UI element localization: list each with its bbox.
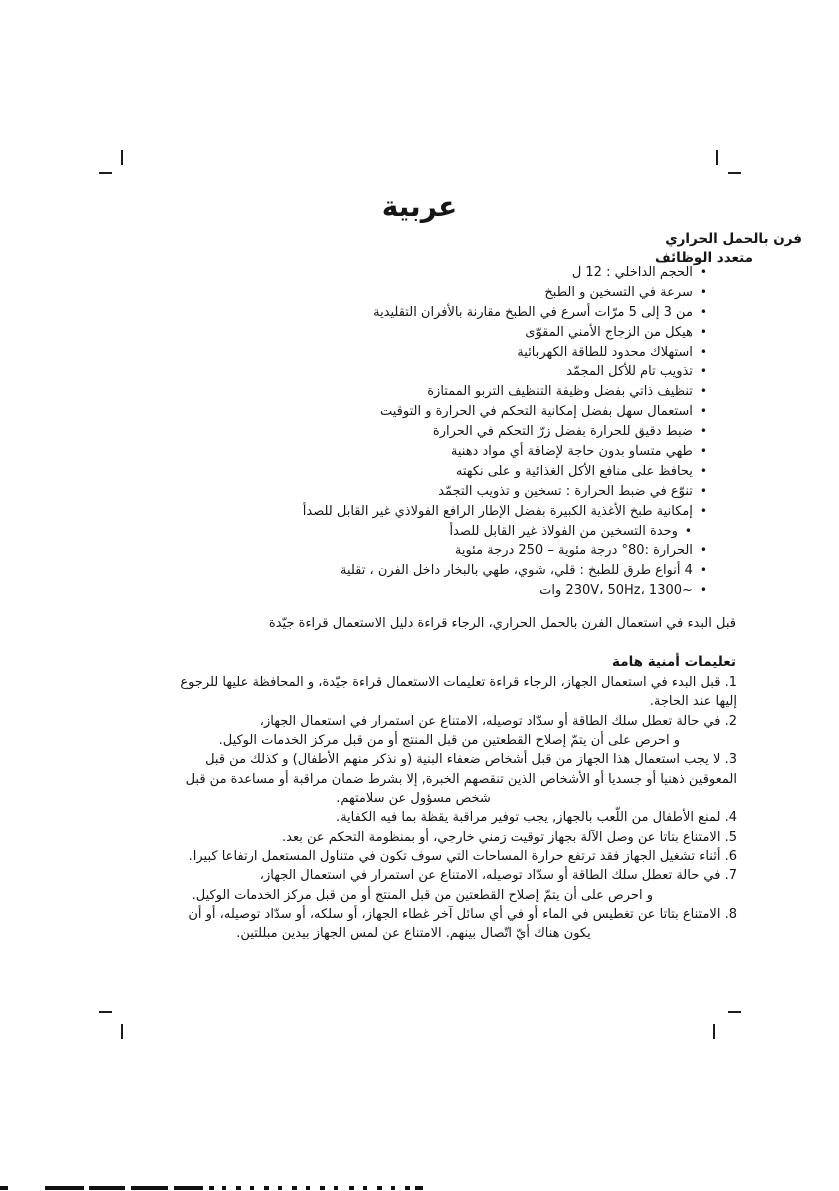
cutoff-strip-segment <box>222 1186 226 1190</box>
bullet-icon: • <box>699 344 707 359</box>
cutoff-strip-segment <box>320 1186 325 1190</box>
feature-item <box>60 541 707 561</box>
bullet-icon: • <box>699 543 707 558</box>
bullet-icon: • <box>699 284 707 299</box>
feature-text: ضبط دقيق للحرارة بفضل زرّ التحكم في الحرارة <box>432 424 693 440</box>
crop-mark-top-right-vertical <box>716 150 718 165</box>
feature-text: استعمال سهل بفضل إمكانية التحكم في الحرارة و التوقيت <box>379 404 693 420</box>
cutoff-strip-segment <box>0 1186 8 1190</box>
cutoff-strip-segment <box>209 1186 214 1190</box>
bullet-icon: • <box>699 583 707 598</box>
feature-item <box>60 263 707 283</box>
cutoff-strip-segment <box>264 1186 269 1190</box>
cutoff-print-strip <box>0 1185 839 1191</box>
cutoff-strip-segment <box>250 1186 254 1190</box>
cutoff-strip-segment <box>236 1186 241 1190</box>
safety-item-2-line: 2. في حالة تعطل سلك الطاقة أو سدّاد توصيله، الامتناع عن استمرار في استعمال الجهاز، <box>259 713 737 729</box>
safety-item-3-line: 3. لا يجب استعمال هذا الجهاز من قبل أشخاص ضعفاء البنية (و نذكر منهم الأطفال) و كذلك من قبل <box>205 752 737 768</box>
bullet-icon: • <box>699 503 707 518</box>
feature-item <box>60 303 707 323</box>
crop-mark-bottom-right-vertical <box>713 1024 715 1039</box>
safety-item-1-line: إليها عند الحاجة. <box>649 694 737 710</box>
cutoff-strip-segment <box>292 1186 297 1190</box>
feature-text: طهي متساو بدون حاجة لإضافة أي مواد دهنية <box>450 444 693 460</box>
cutoff-strip-segment <box>405 1186 410 1190</box>
feature-text: استهلاك محدود للطاقة الكهربائية <box>517 344 693 360</box>
safety-item-3-line: المعوقين ذهنيا أو جسديا أو الأشخاص الذين تنقصهم الخبرة, إلا بشرط ضمان مراقبة أو مساعدة من قبل <box>185 771 737 787</box>
feature-item <box>60 581 707 601</box>
feature-item <box>60 422 707 442</box>
feature-list <box>60 263 707 601</box>
crop-mark-top-left-vertical <box>121 150 123 165</box>
safety-heading: تعليمات أمنية هامة <box>612 654 736 670</box>
feature-text: الحرارة :80° درجة مئوية – 250 درجة مئوية <box>454 543 693 559</box>
page-title: عربية <box>381 190 458 223</box>
safety-item-3-line: شخص مسؤول عن سلامتهم. <box>336 791 491 807</box>
feature-text: من 3 إلى 5 مرّات أسرع في الطبخ مقارنة بالأفران التقليدية <box>373 304 693 320</box>
crop-mark-top-left-horizontal <box>99 172 112 174</box>
safety-item-7-line: 7. في حالة تعطل سلك الطاقة أو سدّاد توصيله، الامتناع عن استمرار في استعمال الجهاز، <box>259 868 737 884</box>
cutoff-strip-segment <box>45 1186 84 1190</box>
intro-note: قبل البدء في استعمال الفرن بالحمل الحراري، الرجاء قراءة دليل الاستعمال قراءة جيّدة <box>268 616 736 631</box>
bullet-icon: • <box>699 563 707 578</box>
crop-mark-bottom-right-horizontal <box>728 1011 741 1013</box>
safety-item-6-line: 6. أثناء تشغيل الجهاز فقد ترتفع حرارة المساحات التي سوف تكون في متناول المستعمل ارتفاعا كبيرا. <box>188 849 737 865</box>
safety-item-8-line: 8. الامتناع بتاتا عن تغطيس في الماء أو في أي سائل آخر غطاء الجهاز، أو سلكه، أو سدّاد توصيله، أو أن <box>188 907 737 923</box>
cutoff-strip-segment <box>349 1186 354 1190</box>
feature-item <box>60 343 707 363</box>
safety-item-2-line: و احرص على أن يتمّ إصلاح القطعتين من قبل المنتج أو من قبل مركز الخدمات الوكيل. <box>218 733 680 749</box>
bullet-icon: • <box>699 404 707 419</box>
feature-item <box>60 402 707 422</box>
safety-item-7-line: و احرص على أن يتمّ إصلاح القطعتين من قبل المنتج أو من قبل مركز الخدمات الوكيل. <box>191 887 653 903</box>
feature-item <box>60 283 707 303</box>
feature-text: إمكانية طبخ الأغذية الكبيرة بفضل الإطار الرافع الفولاذي غير القابل للصدأ <box>302 503 693 519</box>
bullet-icon: • <box>699 265 707 279</box>
feature-item <box>60 482 707 502</box>
feature-text: هيكل من الزجاج الأمني المقوّى <box>525 324 693 340</box>
cutoff-strip-segment <box>391 1186 395 1190</box>
safety-instructions <box>90 673 737 944</box>
bullet-icon: • <box>699 444 707 459</box>
safety-item-8-line: يكون هناك أيّ اتّصال بينهم. الامتناع عن لمس الجهاز بيدين مبللتين. <box>236 926 591 942</box>
bullet-icon: • <box>684 523 692 538</box>
feature-item <box>60 382 707 402</box>
crop-mark-top-right-horizontal <box>728 172 741 174</box>
cutoff-strip-segment <box>174 1186 203 1190</box>
feature-item <box>60 442 707 462</box>
feature-text: تذويب تام للأكل المجمّد <box>566 364 693 380</box>
crop-mark-bottom-left-vertical <box>121 1024 123 1039</box>
feature-item <box>60 502 707 522</box>
safety-item-4-line: 4. لمنع الأطفال من اللّعب بالجهاز, يجب توفير مراقبة يقظة بما فيه الكفاية. <box>335 810 737 826</box>
bullet-icon: • <box>699 364 707 379</box>
feature-text: ~230V، 50Hz، 1300 وات <box>539 583 693 599</box>
bullet-icon: • <box>699 384 707 399</box>
cutoff-strip-segment <box>415 1186 423 1190</box>
cutoff-strip-segment <box>131 1186 168 1190</box>
cutoff-strip-segment <box>363 1186 367 1190</box>
cutoff-strip-segment <box>334 1186 338 1190</box>
bullet-icon: • <box>699 304 707 319</box>
feature-text: يحافظ على منافع الأكل الغذائية و على نكهته <box>455 463 693 479</box>
feature-item <box>60 561 707 581</box>
feature-item <box>60 522 707 542</box>
safety-item-1-line: 1. قبل البدء في استعمال الجهاز، الرجاء قراءة تعليمات الاستعمال قراءة جيّدة، و المحافظة عليها للرجوع <box>180 675 737 690</box>
bullet-icon: • <box>699 463 707 478</box>
cutoff-strip-segment <box>377 1186 382 1190</box>
cutoff-strip-segment <box>306 1186 310 1190</box>
bullet-icon: • <box>699 483 707 498</box>
feature-text: تنوّع في ضبط الحرارة : تسخين و تذويب التجمّد <box>438 483 693 499</box>
safety-item-5-line: 5. الامتناع بتاتا عن وصل الآلة بجهاز توقيت زمني خارجي، أو بمنظومة التحكم عن بعد. <box>282 829 737 845</box>
product-subheading: متعدد الوظائف <box>654 250 753 266</box>
cutoff-strip-segment <box>89 1186 125 1190</box>
bullet-icon: • <box>699 424 707 439</box>
feature-text: سرعة في التسخين و الطبخ <box>544 284 693 300</box>
feature-item <box>60 362 707 382</box>
feature-text: تنظيف ذاتي بفضل وظيفة التنظيف التربو الممتازة <box>427 384 693 400</box>
bullet-icon: • <box>699 324 707 339</box>
feature-item <box>60 462 707 482</box>
cutoff-strip-segment <box>278 1186 282 1190</box>
feature-text: الحجم الداخلي : 12 ل <box>571 265 693 280</box>
feature-item <box>60 323 707 343</box>
crop-mark-bottom-left-horizontal <box>99 1011 112 1013</box>
product-heading: فرن بالحمل الحراري <box>665 231 802 247</box>
feature-text: 4 أنواع طرق للطبخ : قلي، شوي، طهي بالبخار داخل الفرن ، تقلية <box>339 563 693 579</box>
feature-text: وحدة التسخين من الفولاذ غير القابل للصدأ <box>449 523 678 539</box>
